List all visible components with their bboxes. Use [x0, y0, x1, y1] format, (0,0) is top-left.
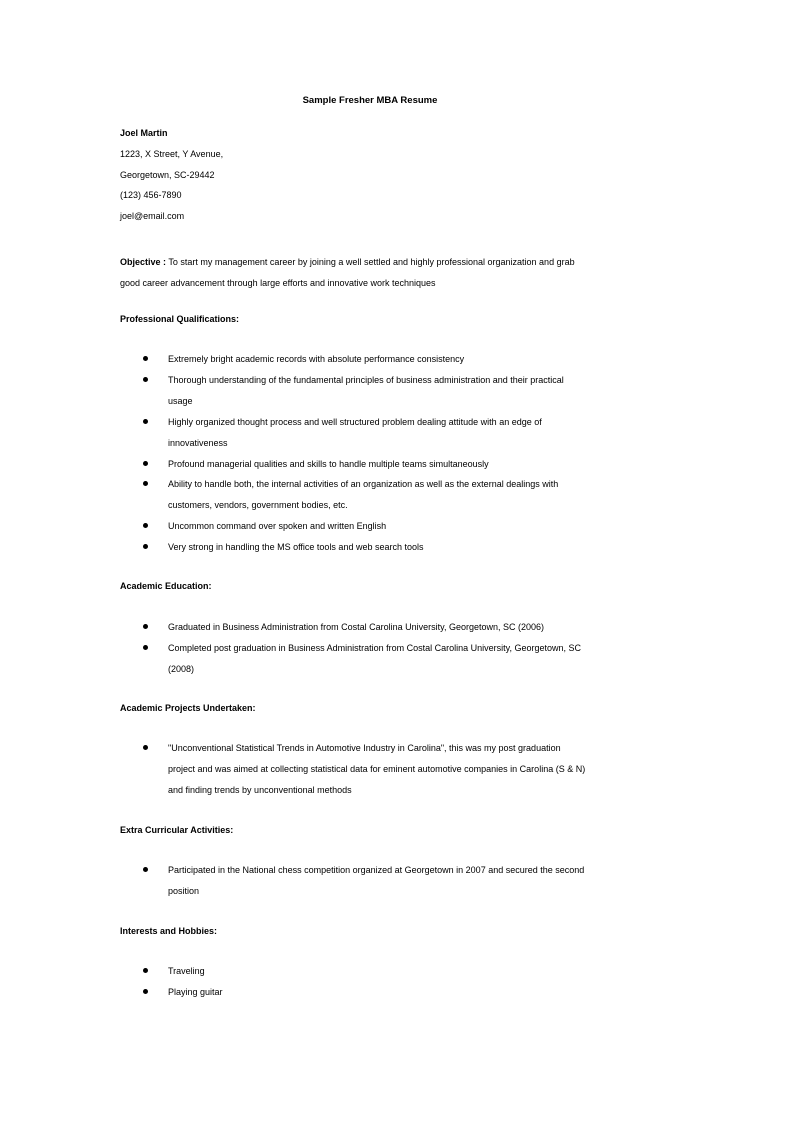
list-item	[140, 349, 590, 370]
bullet-icon	[143, 356, 148, 361]
list-item	[140, 537, 590, 558]
bullet-icon	[143, 461, 148, 466]
qualifications-list	[140, 349, 590, 558]
bullet-icon	[143, 968, 148, 973]
list-item-text: Extremely bright academic records with absolute performance consistency	[168, 354, 465, 364]
bullet-icon	[143, 867, 148, 872]
address-line-1: 1223, X Street, Y Avenue,	[120, 148, 224, 159]
list-item	[140, 412, 590, 454]
objective-paragraph	[120, 252, 590, 294]
list-item	[140, 516, 590, 537]
email-address: joel@email.com	[120, 211, 185, 222]
list-item-text: Highly organized thought process and well structured problem dealing attitude with an edge of innovativeness	[168, 416, 542, 448]
qualifications-heading: Professional Qualifications:	[120, 314, 240, 324]
list-item	[140, 961, 590, 982]
bullet-icon	[143, 544, 148, 549]
education-heading: Academic Education:	[120, 581, 212, 591]
bullet-icon	[143, 419, 148, 424]
contact-block	[120, 127, 223, 231]
candidate-name: Joel Martin	[120, 128, 168, 138]
list-item-text: "Unconventional Statistical Trends in Automotive Industry in Carolina", this was my post graduation project and was aimed at collecting statistical data for eminent automotive companies in Carolina (S & N) and finding trends by unconventional methods	[168, 743, 586, 795]
address-line-2: Georgetown, SC-29442	[120, 169, 215, 180]
phone-number: (123) 456-7890	[120, 190, 182, 201]
bullet-icon	[143, 523, 148, 528]
objective-text: To start my management career by joining a well settled and highly professional organization and grab good career advancement through large efforts and innovative work techniques	[120, 257, 575, 288]
extracurricular-list	[140, 860, 590, 902]
list-item	[140, 474, 590, 516]
bullet-icon	[143, 745, 148, 750]
list-item-text: Participated in the National chess competition organized at Georgetown in 2007 and secured the second position	[168, 865, 585, 896]
list-item-text: Playing guitar	[168, 986, 223, 997]
list-item-text: Ability to handle both, the internal activities of an organization as well as the external dealings with customers, vendors, government bodies, etc.	[168, 479, 559, 511]
list-item	[140, 638, 590, 680]
extracurricular-heading: Extra Curricular Activities:	[120, 825, 234, 835]
education-list	[140, 617, 590, 680]
objective-label: Objective :	[120, 257, 167, 267]
document-title: Sample Fresher MBA Resume	[302, 95, 438, 106]
list-item	[140, 982, 590, 1003]
bullet-icon	[143, 645, 148, 650]
list-item-text: Very strong in handling the MS office tools and web search tools	[168, 542, 424, 553]
projects-heading: Academic Projects Undertaken:	[120, 703, 256, 713]
list-item	[140, 860, 590, 902]
list-item	[140, 617, 590, 638]
bullet-icon	[143, 481, 148, 486]
hobbies-heading: Interests and Hobbies:	[120, 926, 218, 936]
bullet-icon	[143, 377, 148, 382]
list-item-text: Thorough understanding of the fundamental principles of business administration and their practical usage	[168, 374, 564, 406]
list-item-text: Graduated in Business Administration from Costal Carolina University, Georgetown, SC (2006)	[168, 622, 545, 632]
list-item-text: Traveling	[168, 966, 205, 976]
list-item-text: Profound managerial qualities and skills to handle multiple teams simultaneously	[168, 458, 489, 469]
hobbies-list	[140, 961, 590, 1003]
bullet-icon	[143, 989, 148, 994]
bullet-icon	[143, 624, 148, 629]
list-item-text: Uncommon command over spoken and written English	[168, 521, 387, 532]
list-item	[140, 454, 590, 475]
list-item	[140, 738, 590, 801]
list-item	[140, 370, 590, 412]
projects-list	[140, 738, 590, 801]
list-item-text: Completed post graduation in Business Administration from Costal Carolina University, Georgetown, SC (2008)	[168, 642, 582, 674]
